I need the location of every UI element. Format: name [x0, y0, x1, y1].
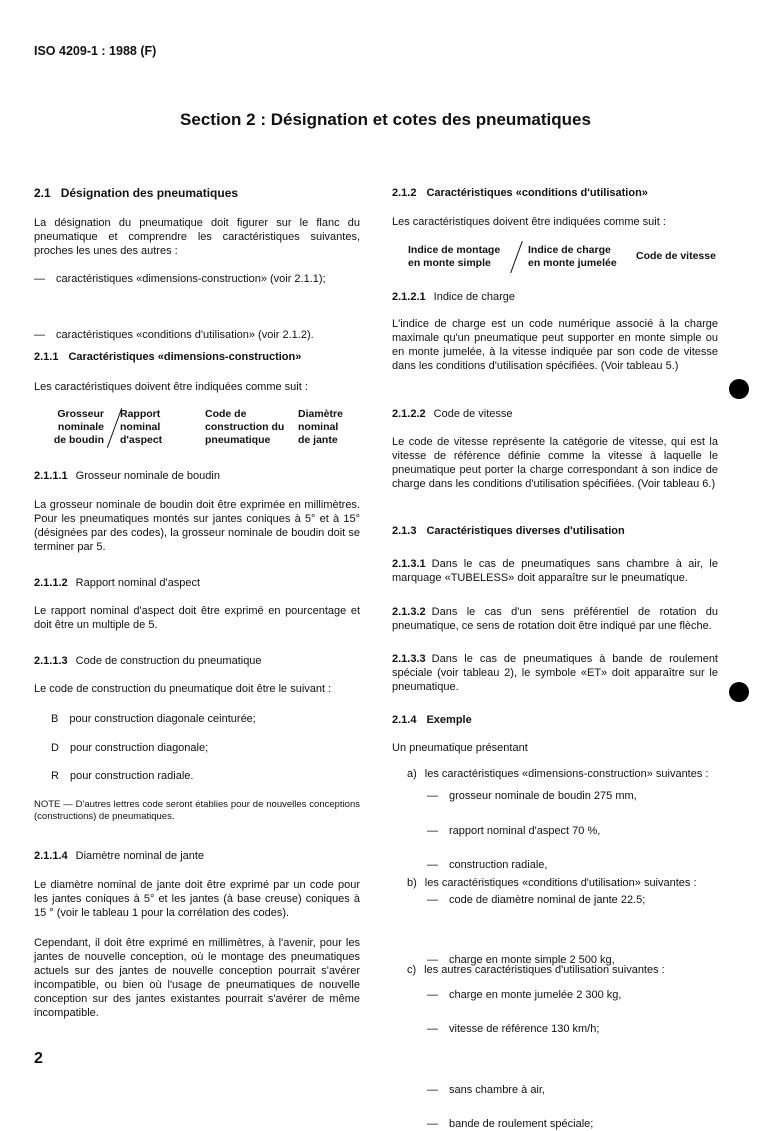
paragraph-2-1-1-2: Le rapport nominal d'aspect doit être exprimé en pourcentage et doit être un multiple de 5. [34, 605, 360, 631]
list-item: D pour construction diagonale; [51, 742, 209, 754]
page-number: 2 [34, 1050, 43, 1067]
util-col-1: Indice de montage en monte simple [408, 244, 501, 269]
margin-change-marker [729, 682, 749, 702]
list-item: R pour construction radiale. [51, 770, 194, 782]
example-item-c: c) les autres caractéristiques d'utilisation suivantes : [407, 964, 665, 976]
heading-2-1-1-4: 2.1.1.4 Diamètre nominal de jante [34, 850, 205, 862]
desig-col-2: Rapport nominal d'aspect [120, 408, 163, 446]
list-item: B pour construction diagonale ceinturée; [51, 713, 256, 725]
list-item: — caractéristiques «dimensions-construction» (voir 2.1.1); [34, 272, 360, 286]
desig-col-4: Diamètre nominal de jante [298, 408, 343, 446]
paragraph-2-1-2: Les caractéristiques doivent être indiquées comme suit : [392, 216, 666, 228]
paragraph-2-1-3-3: 2.1.3.3 Dans le cas de pneumatiques à bande de roulement spéciale (voir tableau 2), le symbole «ET» doit apparaître sur le pneumatique. [392, 653, 718, 693]
margin-change-marker [729, 379, 749, 399]
heading-2-1: 2.1 Désignation des pneumatiques [34, 186, 239, 200]
heading-2-1-1-1: 2.1.1.1 Grosseur nominale de boudin [34, 470, 220, 482]
section-title: Section 2 : Désignation et cotes des pneumatiques [180, 110, 591, 129]
heading-2-1-1-3: 2.1.1.3 Code de construction du pneumatique [34, 655, 262, 667]
list-item: — bande de roulement spéciale; [427, 1117, 753, 1131]
desig-col-3: Code de construction du pneumatique [205, 408, 285, 446]
heading-2-1-3: 2.1.3 Caractéristiques diverses d'utilisation [392, 525, 625, 537]
heading-2-1-2: 2.1.2 Caractéristiques «conditions d'utilisation» [392, 187, 648, 199]
heading-2-1-4: 2.1.4 Exemple [392, 714, 472, 726]
paragraph-2-1-2-2: Le code de vitesse représente la catégorie de vitesse, qui est la vitesse de référence définie comme la vitesse à laquelle le pneumatique peut porter la charge correspondant à son indice de charge dans les conditions d'utilisation spécifiées. (Voir tableau 6.) [392, 436, 718, 490]
separator-slash [510, 241, 523, 273]
list-item: — rapport nominal d'aspect 70 %, [427, 824, 753, 838]
heading-2-1-2-2: 2.1.2.2 Code de vitesse [392, 408, 513, 420]
utilisation-designation-diagram [392, 242, 722, 274]
paragraph-2-1-1-4-b: Cependant, il doit être exprimé en millimètres, à l'avenir, pour les jantes de nouvelle conception, où le montage des pneumatiques actuels sur des jantes de nouvelle conception pourrait s'avérer incompatible, ou bien où l'usage de pneumatiques de nouvelle conception sur des jantes existantes pourrait s'avérer de même incompatible. [34, 937, 360, 1019]
list-item: — vitesse de référence 130 km/h; [427, 1022, 753, 1036]
util-col-3: Code de vitesse [636, 250, 716, 262]
paragraph-2-1-4: Un pneumatique présentant [392, 742, 528, 754]
paragraph-2-1-1: Les caractéristiques doivent être indiquées comme suit : [34, 381, 308, 393]
util-col-2: Indice de charge en monte jumelée [528, 244, 617, 269]
desig-col-1: Grosseur nominale de boudin [53, 408, 104, 446]
list-item: — charge en monte simple 2 500 kg, [427, 953, 753, 967]
paragraph-2-1-3-2: 2.1.3.2 Dans le cas d'un sens préférentiel de rotation du pneumatique, ce sens de rotation doit être indiqué par une flèche. [392, 606, 718, 632]
note: NOTE — D'autres lettres code seront établies pour de nouvelles conceptions (constructions) de pneumatiques. [34, 799, 360, 822]
document-header: ISO 4209-1 : 1988 (F) [34, 44, 157, 58]
heading-2-1-1-2: 2.1.1.2 Rapport nominal d'aspect [34, 577, 201, 589]
list-item: — charge en monte jumelée 2 300 kg, [427, 988, 753, 1002]
paragraph-2-1-1-3: Le code de construction du pneumatique doit être le suivant : [34, 683, 332, 695]
paragraph-2-1-1-1: La grosseur nominale de boudin doit être exprimée en millimètres. Pour les pneumatiques montés sur jantes coniques à 5° et à 15° (désignées par des codes), la grosseur nominale de boudin doit se terminer par 5. [34, 499, 360, 553]
paragraph-2-1-2-1: L'indice de charge est un code numérique associé à la charge maximale qu'un pneumatique peut supporter en monte simple ou en monte jumelée, à la vitesse indiquée par son code de vitesse dans les conditions d'utilisation spécifiées. (Voir tableau 5.) [392, 318, 718, 372]
paragraph-2-1-3-1: 2.1.3.1 Dans le cas de pneumatiques sans chambre à air, le marquage «TUBELESS» doit apparaître sur le pneumatique. [392, 558, 718, 584]
list-item: — construction radiale, [427, 858, 753, 872]
list-item: — caractéristiques «conditions d'utilisation» (voir 2.1.2). [34, 328, 360, 342]
list-item: — code de diamètre nominal de jante 22.5; [427, 893, 753, 907]
list-item: — grosseur nominale de boudin 275 mm, [427, 789, 753, 803]
right-column [392, 0, 718, 1130]
example-item-b: b) les caractéristiques «conditions d'utilisation» suivantes : [407, 877, 697, 889]
paragraph-2-1-1-4: Le diamètre nominal de jante doit être exprimé par un code pour les jantes coniques à 5° et les jantes (à base creuse) coniques à 15 ° (voir le tableau 1 pour la corrélation des codes). [34, 879, 360, 919]
example-item-a: a) les caractéristiques «dimensions-construction» suivantes : [407, 768, 709, 780]
dimension-designation-diagram [34, 408, 360, 452]
paragraph-2-1: La désignation du pneumatique doit figurer sur le flanc du pneumatique et comprendre les caractéristiques suivantes, proches les unes des autres : [34, 217, 360, 257]
heading-2-1-2-1: 2.1.2.1 Indice de charge [392, 291, 515, 303]
heading-2-1-1: 2.1.1 Caractéristiques «dimensions-construction» [34, 351, 302, 363]
list-item: — sans chambre à air, [427, 1083, 753, 1097]
